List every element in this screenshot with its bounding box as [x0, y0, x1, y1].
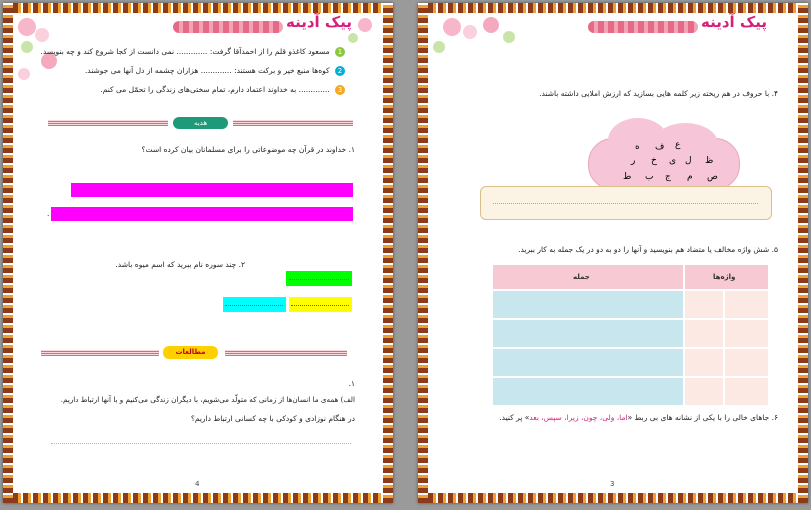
studies-question-a: الف) همه‌ی ما انسان‌ها از زمانی که متولّد می‌شویم، با دیگران زندگی می‌کنیم و با آنها ارتباط داریم.: [60, 395, 355, 404]
table-cell[interactable]: [725, 291, 768, 318]
answer-dotline: [291, 305, 349, 306]
letter: ر: [631, 156, 636, 166]
question-5: ۵. شش واژه مخالف یا متضاد هم بنویسید و آنها را دو به دو در یک جمله به کار ببرید.: [518, 245, 778, 254]
section-divider: [225, 350, 347, 356]
answer-line-highlight: [71, 183, 353, 197]
table-row[interactable]: [493, 378, 683, 405]
header-band: [588, 21, 698, 33]
page-border-left: [3, 3, 13, 503]
page-border-left: [418, 3, 428, 503]
section-label-gift: هدیه: [173, 117, 228, 129]
letter: ظ: [705, 156, 714, 166]
letter: ی: [669, 156, 677, 166]
table-cell[interactable]: [685, 378, 723, 405]
page-number: 4: [195, 480, 200, 488]
table-header-sentence: جمله: [573, 273, 590, 281]
brand-logo: پیک آدینه: [286, 13, 353, 31]
studies-number: ۱.: [348, 379, 355, 388]
letter: ه: [635, 142, 640, 152]
table-row[interactable]: [493, 320, 683, 347]
letter: ف: [655, 142, 665, 152]
section-divider: [233, 120, 353, 126]
letter: ع: [675, 140, 681, 150]
number-badge: 2: [335, 66, 345, 76]
letter-cloud: [583, 118, 748, 188]
answer-dotline: [493, 203, 758, 204]
brand-logo: پیک آدینه: [701, 13, 768, 31]
page-border-right: [798, 3, 808, 503]
page-border-top: [3, 3, 393, 13]
letter: م: [687, 172, 693, 182]
table-cell[interactable]: [725, 320, 768, 347]
page-border-bottom: [418, 493, 808, 503]
question-4: ۴. با حروف در هم ریخته زیر کلمه هایی بسازید که ارزش املایی داشته باشند.: [539, 89, 778, 98]
conjunction-list: اما، ولی، چون، زیرا، سپس، بعد: [529, 413, 628, 422]
question-6: ۶. جاهای خالی را با یکی از نشانه های بی ربط «اما، ولی، چون، زیرا، سپس، بعد» پر کنید.: [499, 413, 778, 422]
answer-box[interactable]: [480, 186, 772, 220]
answer-table: [493, 265, 768, 405]
document-page-3: [418, 3, 808, 503]
table-cell[interactable]: [725, 378, 768, 405]
list-item: 1 مسعود کاغذو قلم را از احمدآقا گرفت: ............. نمی دانست از کجا شروع کند و چه بنویسد.: [40, 47, 345, 57]
question-2: ۲. چند سوره نام ببرید که اسم میوه باشد.: [115, 260, 245, 269]
list-item: 3 ............. به خداوند اعتماد دارم، تمام سختی‌های زندگی را تحمّل می کنم.: [100, 85, 345, 95]
number-badge: 1: [335, 47, 345, 57]
floral-decoration: [428, 13, 523, 73]
page-border-right: [383, 3, 393, 503]
answer-dotline: [75, 189, 350, 190]
section-label-studies: مطالعات: [163, 346, 218, 359]
table-row[interactable]: [493, 349, 683, 376]
answer-dotline: [225, 305, 283, 306]
table-cell[interactable]: [685, 320, 723, 347]
answer-dot: .: [47, 209, 50, 218]
letter: ج: [665, 172, 671, 182]
answer-dotline: [51, 443, 351, 444]
letter: ب: [645, 172, 654, 182]
letter: خ: [651, 156, 657, 166]
floral-decoration: [13, 13, 68, 103]
answer-dotline: [289, 279, 349, 280]
table-cell[interactable]: [725, 349, 768, 376]
letter: ص: [707, 172, 718, 182]
document-page-4: [3, 3, 393, 503]
table-cell[interactable]: [685, 291, 723, 318]
answer-line-highlight: [51, 207, 353, 221]
letter: ط: [623, 172, 632, 182]
list-item: 2 کوه‌ها منبع خیر و برکت هستند: ............. هزاران چشمه از دل آنها می جوشند.: [85, 66, 345, 76]
table-header-words: واژه‌ها: [713, 273, 736, 281]
table-cell[interactable]: [685, 349, 723, 376]
studies-question-a2: در هنگام نوزادی و کودکی با چه کسانی ارتباط داریم؟: [190, 414, 355, 423]
number-badge: 3: [335, 85, 345, 95]
letter: ل: [685, 156, 692, 166]
floral-decoration-right: [348, 13, 383, 58]
page-number: 3: [610, 480, 615, 488]
page-border-bottom: [3, 493, 393, 503]
section-divider: [48, 120, 168, 126]
section-divider: [41, 350, 159, 356]
question-1: ۱. خداوند در قرآن چه موضوعاتی را برای مسلمانان بیان کرده است؟: [141, 145, 355, 154]
answer-dotline: [55, 213, 350, 214]
table-row[interactable]: [493, 291, 683, 318]
header-band: [173, 21, 283, 33]
page-border-top: [418, 3, 808, 13]
